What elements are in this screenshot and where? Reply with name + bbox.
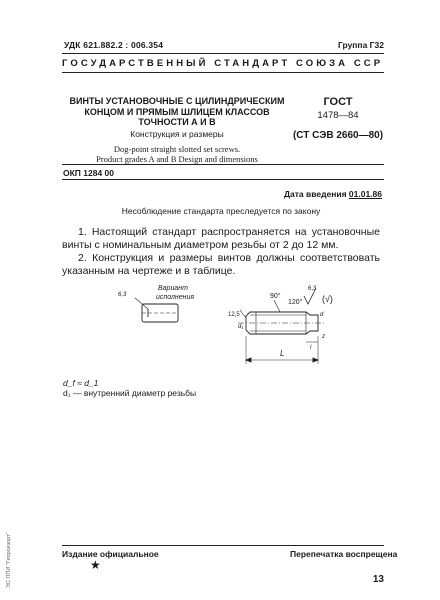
dim-z-label: z [322, 334, 325, 340]
dim-l-label: l [310, 345, 312, 351]
st-sev-number: (СТ СЭВ 2660—80) [292, 130, 384, 141]
dim-L-label: L [280, 349, 285, 358]
angle-90-label: 90° [270, 293, 281, 300]
title-ru-line-1: ВИНТЫ УСТАНОВОЧНЫЕ С ЦИЛИНДРИЧЕСКИМ [69, 96, 285, 106]
dim-L-arrow-left [246, 358, 251, 362]
dim-d1-label: d₁ [238, 324, 244, 330]
date-value: 01.01.86 [348, 189, 382, 199]
dim-d-label: d [320, 312, 324, 318]
screw-drawing [100, 282, 340, 374]
non-compliance-notice: Несоблюдение стандарта преследуется по закону [121, 206, 321, 216]
reprint-prohibited: Перепечатка воспрещена [290, 549, 398, 559]
title-en-line-2: Product grades A and B Design and dimensions [96, 154, 258, 164]
official-edition: Издание официальное [62, 549, 159, 559]
variant-roughness-label: 6,3 [118, 292, 127, 298]
gost-number: 1478—84 [317, 110, 359, 121]
page-number: 13 [372, 574, 384, 585]
gost-label: ГОСТ [323, 96, 353, 108]
left-roughness-leader [240, 310, 246, 318]
variant-leader [135, 298, 148, 309]
star-icon: ★ [90, 558, 101, 572]
udk-code: УДК 621.882.2 : 006.354 [64, 40, 164, 50]
variant-label-2: исполнения [156, 294, 195, 301]
okp-code: ОКП 1284 00 [63, 168, 114, 178]
title-en-line-1: Dog-point straight slotted set screws. [113, 144, 241, 154]
paragraph-1: 1. Настоящий стандарт распространяется на установочные винты с номинальным диаметром резьбы от 2 до 12 мм. [62, 226, 380, 251]
roughness-general-mark: (√) [322, 294, 333, 304]
dim-L-arrow-right [313, 358, 318, 362]
organization-title: ГОСУДАРСТВЕННЫЙ СТАНДАРТ СОЮЗА ССР [62, 58, 384, 69]
subtitle-russian: Конструкция и размеры [130, 129, 224, 139]
title-russian [62, 96, 292, 128]
variant-label-1: Вариант [158, 285, 188, 292]
note-formula: d_f ≈ d_1 [63, 378, 99, 388]
title-ru-line-3: ТОЧНОСТИ А И В [138, 117, 216, 127]
left-roughness-value: 12,5 [228, 312, 240, 318]
title-ru-line-2: КОНЦОМ И ПРЯМЫМ ШЛИЦЕМ КЛАССОВ [84, 106, 270, 117]
title-bottom-rule [62, 164, 384, 165]
screw-side-view [238, 312, 326, 334]
roughness-value: 6,3 [308, 286, 317, 292]
header-top-rule [62, 53, 384, 54]
angle-90-leader [274, 300, 280, 312]
group-code: Группа Г32 [338, 40, 384, 50]
paragraph-2: 2. Конструкция и размеры винтов должны соответствовать указанным на чертеже и в таблице. [62, 252, 380, 277]
angle-120-label: 120° [288, 299, 303, 306]
okp-bottom-rule [62, 179, 384, 180]
date-label: Дата введения [283, 189, 347, 199]
date-of-introduction [222, 189, 382, 199]
footer-rule [62, 545, 384, 546]
header-bottom-rule [62, 72, 384, 73]
side-publisher-mark: ЭС ППИ "Гипроизорт" [6, 532, 12, 588]
title-english [62, 144, 292, 164]
note-inner-diameter: d₁ — внутренний диаметр резьбы [63, 388, 197, 398]
